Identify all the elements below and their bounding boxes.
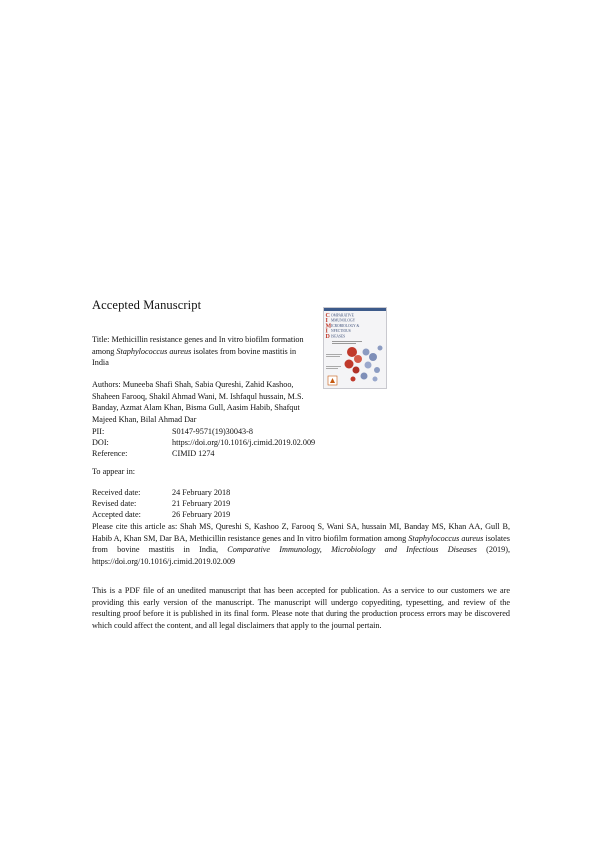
title-suffix: isolates from bovine mastitis in India bbox=[92, 346, 297, 368]
cover-title-line: ISEASES bbox=[331, 334, 346, 339]
accepted-value: 26 February 2019 bbox=[172, 510, 231, 519]
cover-title bbox=[331, 314, 360, 339]
pii-value: S0147-9571(19)30043-8 bbox=[172, 427, 253, 436]
cover-initial-letter: C bbox=[325, 313, 330, 319]
citation-paragraph bbox=[92, 521, 510, 568]
citation-journal: Comparative Immunology, Microbiology and Infectious Diseases bbox=[227, 545, 477, 555]
cover-title-line: OMPARATIVE bbox=[331, 313, 354, 318]
cover-initial-letter: I bbox=[325, 318, 328, 325]
received-label: Received date: bbox=[92, 488, 141, 497]
cover-title-line: NFECTIOUS bbox=[331, 329, 351, 334]
citation-species: Staphylococcus aureus bbox=[408, 533, 484, 543]
revised-label: Revised date: bbox=[92, 499, 137, 508]
citation-part1: Please cite this article as: Shah MS, Qureshi S, Kashoo Z, Farooq S, Wani SA, hussain MI, Banday MS, Khan AA, Gull B, Habib A, Khan SM, Dar BA, Methicillin resistance genes and In vitro biofilm formation among bbox=[92, 522, 510, 543]
received-value: 24 February 2018 bbox=[172, 488, 231, 497]
accepted-label: Accepted date: bbox=[92, 510, 141, 519]
cover-title-line: MMUNOLOGY bbox=[331, 318, 356, 323]
doi-link[interactable]: https://doi.org/10.1016/j.cimid.2019.02.009 bbox=[172, 438, 316, 447]
cover-title-line: ICROBIOLOGY & bbox=[331, 323, 360, 328]
cover-initial-letter: I bbox=[325, 328, 328, 335]
manuscript-heading: Accepted Manuscript bbox=[92, 298, 202, 312]
revised-value: 21 February 2019 bbox=[172, 499, 231, 508]
citation-part3: (2019), https://doi.org/10.1016/j.cimid.2019.02.009 bbox=[92, 545, 511, 567]
disclaimer-paragraph: This is a PDF file of an unedited manuscript that has been accepted for publication. As a service to our customers we are providing this early version of the manuscript. The manuscript will undergo copyediting, typesetting, and review of the resulting proof before it is published in its final form. Please note that during the production process errors may be discovered which could affect the content, and all legal disclaimers that apply to the journal pertain. bbox=[92, 586, 510, 631]
to-appear-label: To appear in: bbox=[92, 467, 136, 476]
title-species: Staphylococcus aureus bbox=[116, 346, 192, 356]
title-prefix: Title: Methicillin resistance genes and In vitro biofilm formation among bbox=[92, 335, 304, 356]
pii-label: PII: bbox=[92, 427, 105, 436]
cover-cell-art bbox=[345, 346, 383, 382]
reference-label: Reference: bbox=[92, 449, 128, 458]
doi-label: DOI: bbox=[92, 438, 109, 447]
authors: Authors: Muneeba Shafi Shah, Sabia Qureshi, Zahid Kashoo, Shaheen Farooq, Shakil Ahmad Wani, M. Ishfaqul hussain, M.S. Banday, Azmat Alam Khan, Bisma Gull, Aasim Habib, Shafqut Majeed Khan, Bilal Ahmad Dar bbox=[92, 380, 304, 425]
elsevier-tree-icon bbox=[328, 376, 337, 385]
reference-value: CIMID 1274 bbox=[172, 449, 215, 458]
cover-initial-letter: M bbox=[325, 323, 332, 330]
cover-initial-letter: D bbox=[325, 333, 330, 340]
citation-part2: isolates from bovine mastitis in India, bbox=[92, 533, 510, 555]
article-title bbox=[92, 334, 312, 369]
journal-cover-image bbox=[323, 307, 387, 389]
